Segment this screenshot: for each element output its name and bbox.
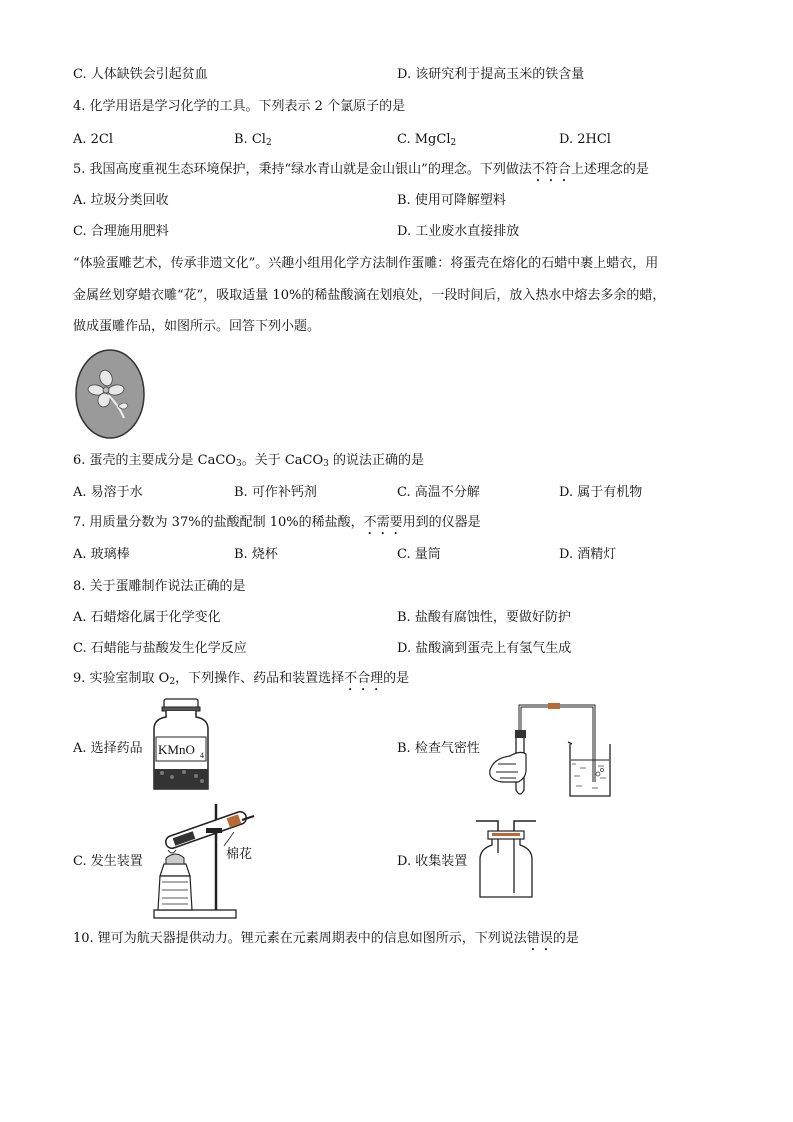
q8-option-a: A. 石蜡熔化属于化学变化 [73,610,221,625]
airtightness-check-image [486,694,614,800]
cotton-label: 棉花 [226,847,253,862]
q8-stem: 8. 关于蛋雕制作说法正确的是 [73,579,246,594]
q7-option-b: B. 烧杯 [234,547,278,562]
q9-emphasis: 不合理 [344,671,384,686]
q6-option-b: B. 可作补钙剂 [234,485,317,500]
bottle-label: KMnO [158,742,195,757]
q3-option-d: D. 该研究利于提高玉米的铁含量 [397,67,585,82]
q4-option-c: C. MgCl$_2$ [397,132,457,148]
q7-option-c: C. 量筒 [397,547,441,562]
q4-stem: 4. 化学用语是学习化学的工具。下列表示 2 个氯原子的是 [73,99,406,114]
kmno4-bottle-image [150,697,212,793]
q8-option-b: B. 盐酸有腐蚀性，要做好防护 [397,610,571,625]
q5-option-d: D. 工业废水直接排放 [397,224,520,239]
q9-option-c: C. 发生装置 [73,854,143,869]
q5-option-c: C. 合理施用肥料 [73,224,169,239]
q7-option-a: A. 玻璃棒 [73,547,130,562]
gas-collection-bottle-image [474,817,538,901]
gas-generation-apparatus-image [150,802,270,920]
egg-carving-image [74,348,146,440]
q8-option-d: D. 盐酸滴到蛋壳上有氢气生成 [397,641,572,656]
q6-option-d: D. 属于有机物 [559,485,643,500]
q6-option-a: A. 易溶于水 [73,485,143,500]
bottle-label-sub: 4 [200,751,204,760]
q9-stem: 9. 实验室制取 $O_2$，下列操作、药品和装置选择不合理的是 [73,671,410,687]
q6-stem: 6. 蛋壳的主要成分是 CaCO$_3$。关于 CaCO$_3$ 的说法正确的是 [73,453,425,469]
q7-option-d: D. 酒精灯 [559,547,617,562]
q5-option-b: B. 使用可降解塑料 [397,193,506,208]
q5-option-a: A. 垃圾分类回收 [73,193,169,208]
q9-option-a: A. 选择药品 [73,741,143,756]
q6-option-c: C. 高温不分解 [397,485,480,500]
passage-line-1: “体验蛋雕艺术，传承非遗文化”。兴趣小组用化学方法制作蛋雕：将蛋壳在熔化的石蜡中裹上蜡衣，用 [73,256,659,271]
q5-emphasis: 不符合 [531,162,571,177]
passage-line-2: 金属丝划穿蜡衣雕“花”，吸取适量 10%的稀盐酸滴在划痕处，一段时间后，放入热水中熔去多余的蜡， [73,288,666,303]
q10-stem: 10. 锂可为航天器提供动力。锂元素在元素周期表中的信息如图所示，下列说法错误的是 [73,931,579,946]
q9-option-b: B. 检查气密性 [397,741,480,756]
q5-stem: 5. 我国高度重视生态环境保护，秉持“绿水青山就是金山银山”的理念。下列做法不符合上述理念的是 [73,162,649,177]
q8-option-c: C. 石蜡能与盐酸发生化学反应 [73,641,247,656]
q3-option-c: C. 人体缺铁会引起贫血 [73,67,208,82]
q4-option-b: B. $Cl_2$ [234,132,272,148]
q4-option-d: D. 2HCl [559,132,611,147]
q7-emphasis: 不需要 [363,515,403,530]
passage-line-3: 做成蛋雕作品，如图所示。回答下列小题。 [73,319,321,334]
q9-option-d: D. 收集装置 [397,854,468,869]
q4-option-a: A. 2Cl [73,132,114,147]
q10-emphasis: 错误 [526,931,553,946]
q7-stem: 7. 用质量分数为 37%的盐酸配制 10%的稀盐酸，不需要用到的仪器是 [73,515,481,530]
